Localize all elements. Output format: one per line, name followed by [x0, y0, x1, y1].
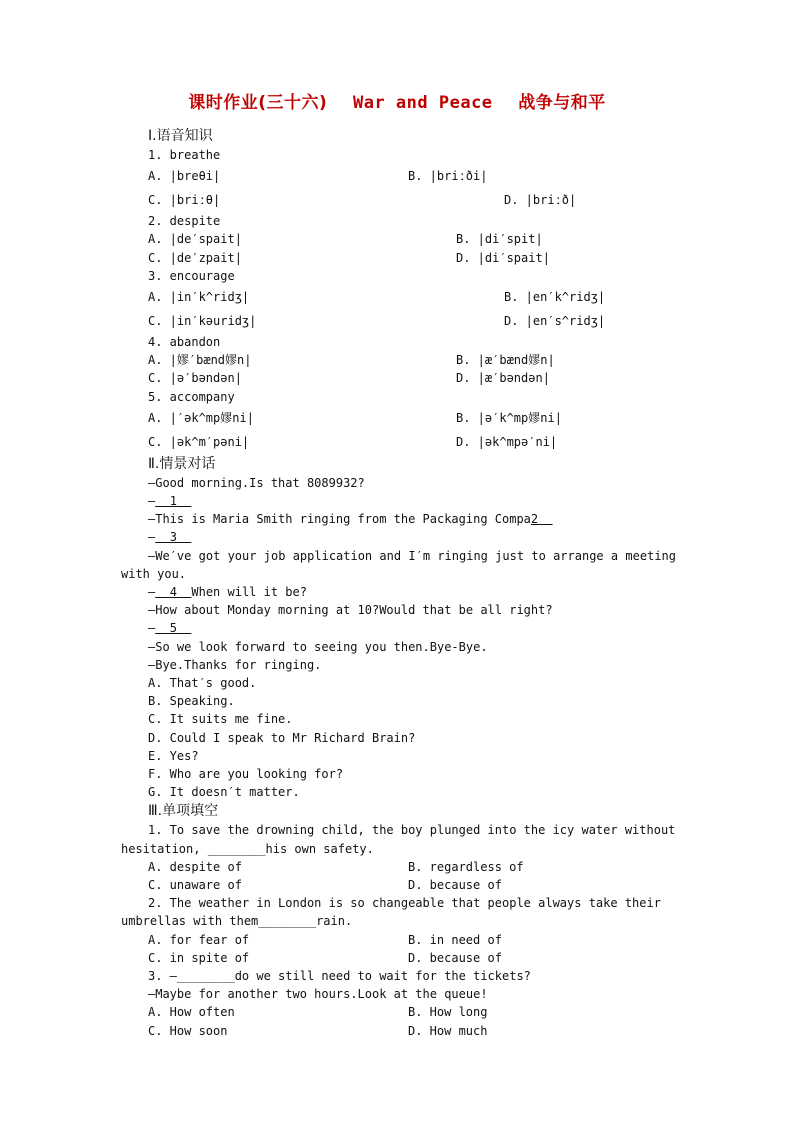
option-row: [121, 249, 676, 267]
blank-number: 3: [169, 530, 177, 545]
option-d: D. |briːð|: [504, 193, 577, 208]
option-row: [121, 164, 676, 188]
dialogue-option: D. Could I speak to Mr Richard Brain?: [148, 730, 416, 745]
option-row: [121, 876, 676, 894]
title-cn-1: 课时作业(三十六): [188, 93, 328, 113]
dialogue-line: —This is Maria Smith ringing from the Packaging Compa2: [148, 512, 539, 527]
dialogue-line: — 4 When will it be?: [148, 584, 307, 599]
option-c: C. |in′kəuridʒ|: [148, 313, 257, 328]
option-row: [121, 430, 676, 454]
document-title: [0, 88, 794, 113]
dialogue-option: G. It doesn′t matter.: [148, 785, 300, 800]
blank-number: 1: [169, 493, 177, 508]
dialogue-line: — 5: [148, 621, 177, 636]
option-a: A. How often: [148, 1005, 235, 1020]
option-b: B. |di′spit|: [456, 232, 543, 247]
option-d: D. because of: [408, 878, 502, 893]
question-word: 4. abandon: [148, 334, 221, 349]
option-a: A. |嫪′bænd嫪n|: [148, 353, 252, 368]
option-b: B. |briːði|: [408, 169, 488, 184]
option-a: A. despite of: [148, 859, 242, 874]
option-row: [121, 858, 676, 876]
option-row: [121, 285, 676, 309]
option-c: C. in spite of: [148, 950, 250, 965]
option-d: D. because of: [408, 950, 502, 965]
option-d: D. |æ′bəndən|: [456, 371, 550, 386]
dialogue-option: F. Who are you looking for?: [148, 767, 344, 782]
option-c: C. |ə′bəndən|: [148, 371, 242, 386]
option-row: [121, 230, 676, 248]
section-heading-phonetics: Ⅰ.语音知识: [148, 128, 213, 144]
option-a: A. |in′k^ridʒ|: [148, 289, 250, 304]
option-a: A. |de′spait|: [148, 232, 242, 247]
question-stem: 2. The weather in London is so changeable that people always take their: [148, 896, 661, 911]
option-a: A. |′ək^mp嫪ni|: [148, 410, 254, 425]
blank-number: 2: [530, 512, 539, 527]
question-stem: hesitation, ________his own safety.: [121, 841, 374, 856]
option-row: [121, 1022, 676, 1040]
option-row: [121, 931, 676, 949]
option-b: B. regardless of: [408, 859, 524, 874]
dialogue-line: —So we look forward to seeing you then.Bye-Bye.: [148, 639, 488, 654]
option-c: C. unaware of: [148, 878, 242, 893]
option-d: D. |di′spait|: [456, 250, 550, 265]
option-b: B. in need of: [408, 932, 502, 947]
blank-number: 4: [169, 584, 177, 599]
question-stem: umbrellas with them________rain.: [121, 914, 353, 929]
question-word: 5. accompany: [148, 389, 235, 404]
option-d: D. |en′s^ridʒ|: [504, 313, 606, 328]
option-d: D. |ək^mpə′ni|: [456, 434, 558, 449]
dialogue-line: —We′ve got your job application and I′m ringing just to arrange a meeting with you.: [121, 548, 676, 581]
question-word: 1. breathe: [148, 148, 221, 162]
option-b: B. |æ′bænd嫪n|: [456, 353, 555, 368]
title-en: War and Peace: [352, 93, 493, 113]
option-c: C. How soon: [148, 1023, 228, 1038]
title-cn-2: 战争与和平: [518, 93, 606, 113]
option-b: B. |en′k^ridʒ|: [504, 289, 606, 304]
dialogue-option: A. That′s good.: [148, 676, 257, 690]
question-stem: 3. —________do we still need to wait for the tickets?: [148, 968, 531, 983]
section-heading-dialogue: Ⅱ.情景对话: [148, 455, 216, 472]
option-row: [121, 949, 676, 967]
option-b: B. How long: [408, 1005, 488, 1020]
dialogue-line: —Good morning.Is that 8089932?: [148, 475, 365, 490]
question-word: 3. encourage: [148, 268, 235, 283]
option-c: C. |de′zpait|: [148, 250, 242, 265]
question-stem: —Maybe for another two hours.Look at the queue!: [148, 987, 488, 1002]
document-body: [121, 126, 676, 1040]
option-row: [121, 309, 676, 333]
section-heading-mcq: Ⅲ.单项填空: [148, 803, 219, 820]
dialogue-option: B. Speaking.: [148, 694, 235, 709]
option-row: [121, 351, 676, 369]
dialogue-option: E. Yes?: [148, 748, 199, 763]
question-word: 2. despite: [148, 214, 221, 229]
option-c: C. |briːθ|: [148, 193, 221, 208]
question-stem: 1. To save the drowning child, the boy plunged into the icy water without: [148, 823, 676, 838]
option-a: A. for fear of: [148, 932, 250, 947]
dialogue-line: — 3: [148, 530, 177, 545]
dialogue-option: C. It suits me fine.: [148, 712, 293, 727]
dialogue-line: —How about Monday morning at 10?Would that be all right?: [148, 603, 553, 618]
option-b: B. |ə′k^mp嫪ni|: [456, 410, 562, 425]
option-a: A. |breθi|: [148, 169, 221, 184]
option-row: [121, 369, 676, 387]
blank-number: 5: [169, 621, 177, 636]
dialogue-line: — 1: [148, 493, 177, 508]
option-row: [121, 188, 676, 212]
option-c: C. |ək^m′pəni|: [148, 434, 250, 449]
option-row: [121, 406, 676, 430]
option-row: [121, 1003, 676, 1021]
dialogue-line: —Bye.Thanks for ringing.: [148, 657, 322, 672]
option-d: D. How much: [408, 1023, 488, 1038]
